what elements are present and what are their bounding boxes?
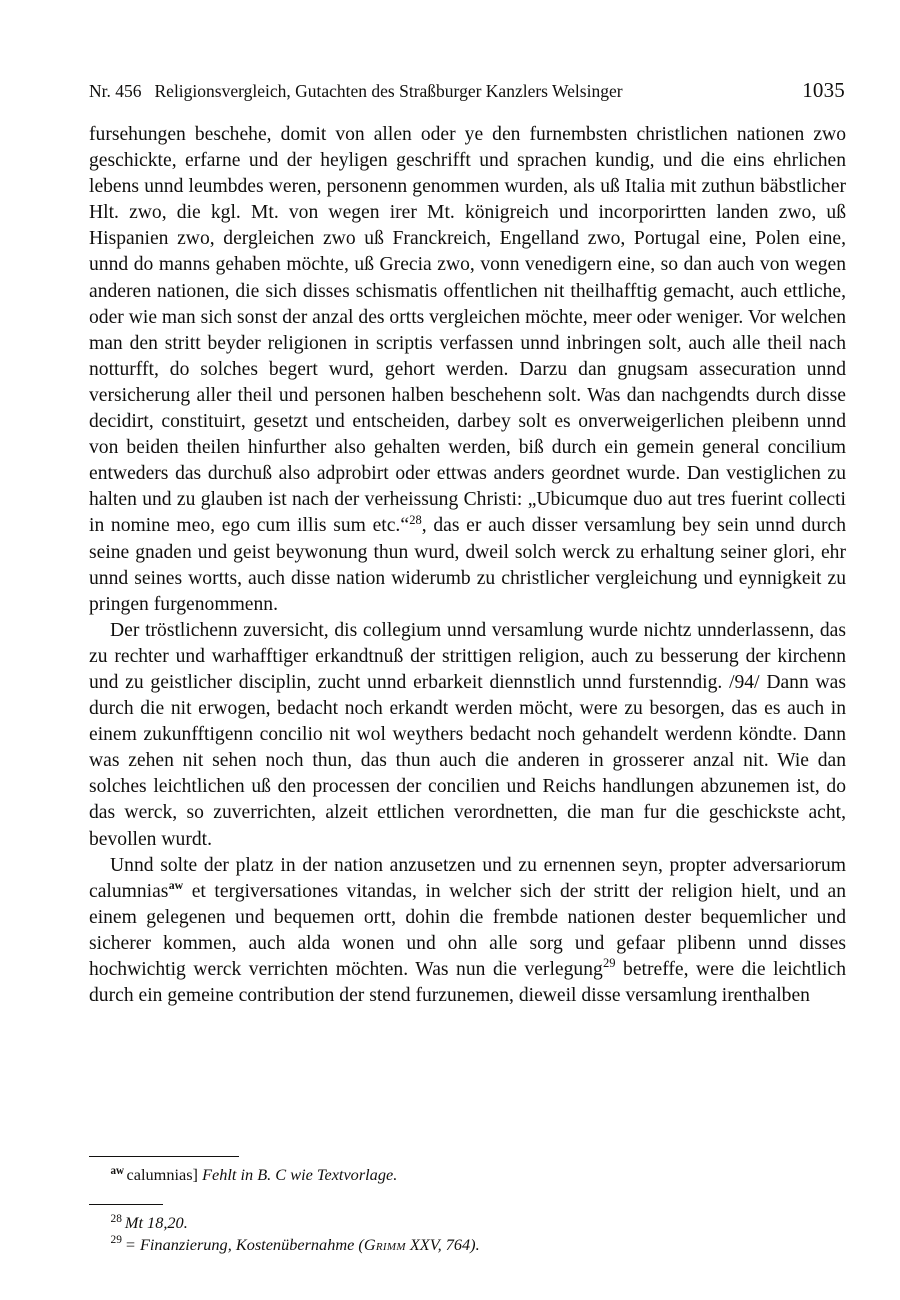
footnote-ref-28[interactable]: 28 [409, 512, 422, 527]
paragraph-2: Der tröstlichenn zuversicht, dis collegium unnd versamlung wurde nichtz unnderlassenn, das zu rechter und warhafftiger erkandtnuß der strittigen religion, auch zu besserung der kirchenn und zu geistlicher disciplin, zucht unnd erbarkeit diennstlich unnd furstenndig. /94/ Dann was durch die nit erwogen, bedacht noch erkandt werden möcht, were zu besorgen, das es auch in einem zukunfftigenn concilio nit wol weythers bedacht noch gehandelt werdenn köndte. Dann was zehen nit sehen noch thun, das thun auch die anderen in grosserer anzal nit. Wie dan solches leichtlichen uß den processen der concilien und Reichs handlungen abzunemen ist, do das werck, so zuverrichten, alzeit ettlichen verordnetten, die man fur die geschickste acht, bevollen wurdt. [89, 619, 846, 850]
footnote-apparatus [89, 1204, 846, 1255]
footnote-text-29-prefix: = Finanzierung, Kostenübernahme ( [124, 1234, 364, 1254]
footnote-marker-28: 28 [110, 1212, 122, 1225]
paragraph-1 [89, 122, 846, 618]
footnote-text-29-suffix: XXV, 764). [405, 1234, 480, 1254]
footnote-text-28: Mt 18,20. [124, 1213, 188, 1232]
apparatus-rule-variants [89, 1156, 239, 1157]
paragraph-3-text-a: Unnd solte der platz in der nation anzusetzen und zu ernennen seyn, propter adversariorum calumnias [89, 854, 846, 902]
page-number: 1035 [802, 78, 845, 102]
body-text [89, 122, 846, 1009]
footnote-entry-28 [89, 1212, 846, 1234]
variant-entry-aw [89, 1164, 846, 1186]
variant-marker: aw [110, 1164, 125, 1177]
running-head [89, 78, 845, 104]
footnote-entry-29 [89, 1234, 846, 1256]
running-head-number: Nr. 456 [89, 81, 142, 101]
footnote-marker-29: 29 [110, 1234, 122, 1247]
variant-ref-aw[interactable]: aw [168, 879, 184, 893]
paragraph-3 [89, 853, 846, 1010]
paragraph-3-text-c: betreffe, were die leichtlich durch ein gemeine contribution der stend furzunemen, dieweil disse versamlung irenthalben [89, 959, 846, 1007]
paragraph-3-text-b: et tergiversationes vitandas, in welcher sich der stritt der religion hielt, und an einem gelegenen und bequemen ortt, dohin die frembde nationen dester bequemlicher und sicherer kommen, auch alda wonen und ohn alle sorg und gefaar plibenn unnd disses hochwichtig werck verrichten möchten. Was nun die verlegung [89, 880, 846, 980]
variant-lemma: calumnias] [126, 1165, 198, 1184]
footnote-ref-29[interactable]: 29 [602, 956, 616, 971]
footnote-source-name: Grimm [363, 1234, 406, 1254]
paragraph-1-text: fursehungen beschehe, domit von allen oder ye den furnembsten christlichen nationen zwo geschickte, erfarne und der heyligen geschrifft und sprachen kundig, und die eins ehrlichen lebens unnd leumbdes weren, personenn genommen wurden, als uß Italia mit zuthun bäbstlicher Hlt. zwo, die kgl. Mt. von wegen irer Mt. königreich und incorporirtten landen zwo, uß Hispanien zwo, dergleichen zwo uß Franckreich, Engelland zwo, Portugal eine, Polen eine, unnd do manns gehaben möchte, uß Grecia zwo, vonn venedigern eine, so dan auch von wegen anderen nationen, die sich disses schismatis offentlichen nit theilhafftig gemacht, auch ettliche, oder wie man sich sonst der anzal des ortts vergleichen möchte, meer oder weniger. Vor welchen man den stritt beyder religionen in scriptis verfassen unnd inbringen solt, auch alle theil nach notturfft, do solches begert wurd, gehort werden. Darzu dan gnugsam assecuration unnd versicherung aller theil und personen halben beschehenn solt. Was dan nachgendts durch disse decidirt, constituirt, gesetzt und entscheiden, darbey solt es onverweigerlichen pleibenn unnd von beiden theilen hinfurther also gehalten werden, biß durch ein gemein general concilium entweders das durchuß also adprobirt oder ettwas anders geordnet wurde. Dan vestiglichen zu halten und zu glauben ist nach der verheissung Christi: „Ubicumque duo aut tres fuerint collecti in nomine meo, ego cum illis sum etc.“ [89, 124, 846, 537]
variant-note: Fehlt in B. C wie Textvorlage. [202, 1165, 398, 1184]
running-head-title: Religionsvergleich, Gutachten des Straßburger Kanzlers Welsinger [154, 81, 623, 101]
apparatus-rule-notes [89, 1204, 163, 1205]
paragraph-1-continuation: , das er auch disser versamlung bey sein unnd durch seine gnaden und geist beywonung thun wurd, dweil solch werck zu erhaltung seiner glori, ehr unnd seines wortts, auch disse nation widerumb zu christlicher vergleichung und eynnigkeit zu pringen furgenommenn. [89, 515, 846, 615]
variant-apparatus [89, 1156, 846, 1186]
